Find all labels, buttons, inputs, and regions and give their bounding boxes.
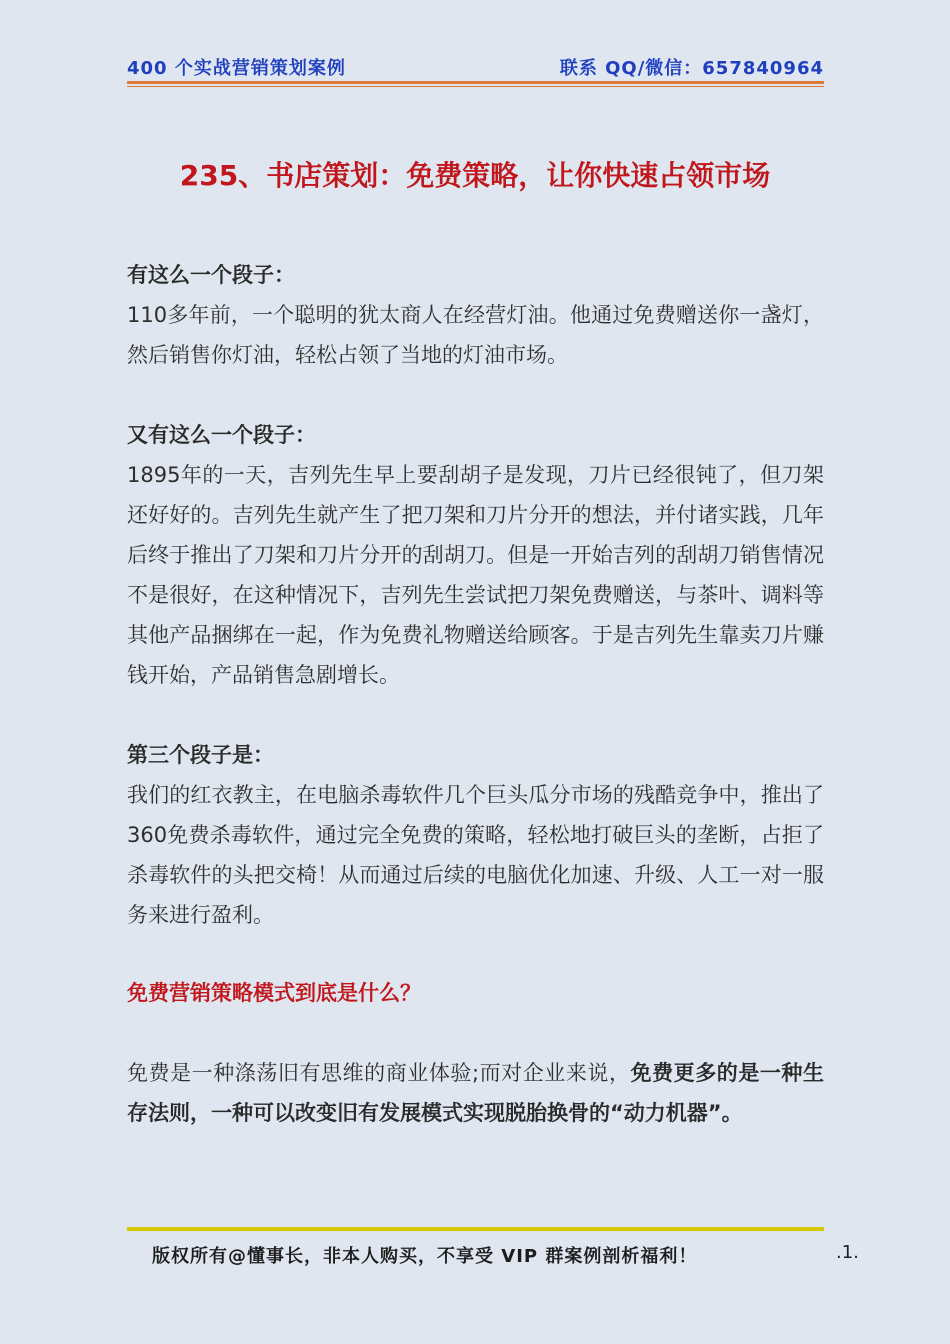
page-header	[127, 54, 824, 80]
footer-rule	[127, 1227, 824, 1231]
section-3-heading: 第三个段子是：	[127, 743, 274, 767]
closing-paragraph	[127, 1053, 824, 1133]
section-1-body: 110多年前，一个聪明的犹太商人在经营灯油。他通过免费赠送你一盏灯，然后销售你灯油，轻松占领了当地的灯油市场。	[127, 303, 824, 367]
closing-normal-text: 免费是一种涤荡旧有思维的商业体验;而对企业来说，	[127, 1061, 631, 1085]
footer-copyright: 版权所有@懂事长，非本人购买，不享受 VIP 群案例剖析福利！	[152, 1246, 698, 1267]
closing-bold-text: 免费更多的是一种生存法则，一种可以改变旧有发展模式实现脱胎换骨的“动力机器”。	[127, 1061, 824, 1125]
page-number: .1.	[836, 1242, 859, 1263]
section-1-heading: 有这么一个段子：	[127, 263, 295, 287]
header-rule-thin	[127, 86, 824, 87]
document-title: 235、书店策划：免费策略，让你快速占领市场	[179, 159, 771, 192]
document-body	[127, 255, 824, 1133]
section-3-body: 我们的红衣教主，在电脑杀毒软件几个巨头瓜分市场的残酷竞争中，推出了360免费杀毒软件，通过完全免费的策略，轻松地打破巨头的垄断，占拒了杀毒软件的头把交椅！从而通过后续的电脑优化加速、升级、人工一对一服务来进行盈利。	[127, 783, 824, 927]
header-contact: 联系 QQ/微信：657840964	[559, 58, 824, 79]
header-rule	[127, 81, 824, 84]
header-title: 400 个实战营销策划案例	[127, 58, 346, 79]
section-2-body: 1895年的一天，吉列先生早上要刮胡子是发现，刀片已经很钝了，但刀架还好好的。吉列先生就产生了把刀架和刀片分开的想法，并付诸实践，几年后终于推出了刀架和刀片分开的刮胡刀。但是一开始吉列的刮胡刀销售情况不是很好，在这种情况下，吉列先生尝试把刀架免费赠送，与茶叶、调料等其他产品捆绑在一起，作为免费礼物赠送给顾客。于是吉列先生靠卖刀片赚钱开始，产品销售急剧增长。	[127, 463, 824, 687]
question-heading: 免费营销策略模式到底是什么？	[127, 981, 421, 1005]
section-2-heading: 又有这么一个段子：	[127, 423, 316, 447]
